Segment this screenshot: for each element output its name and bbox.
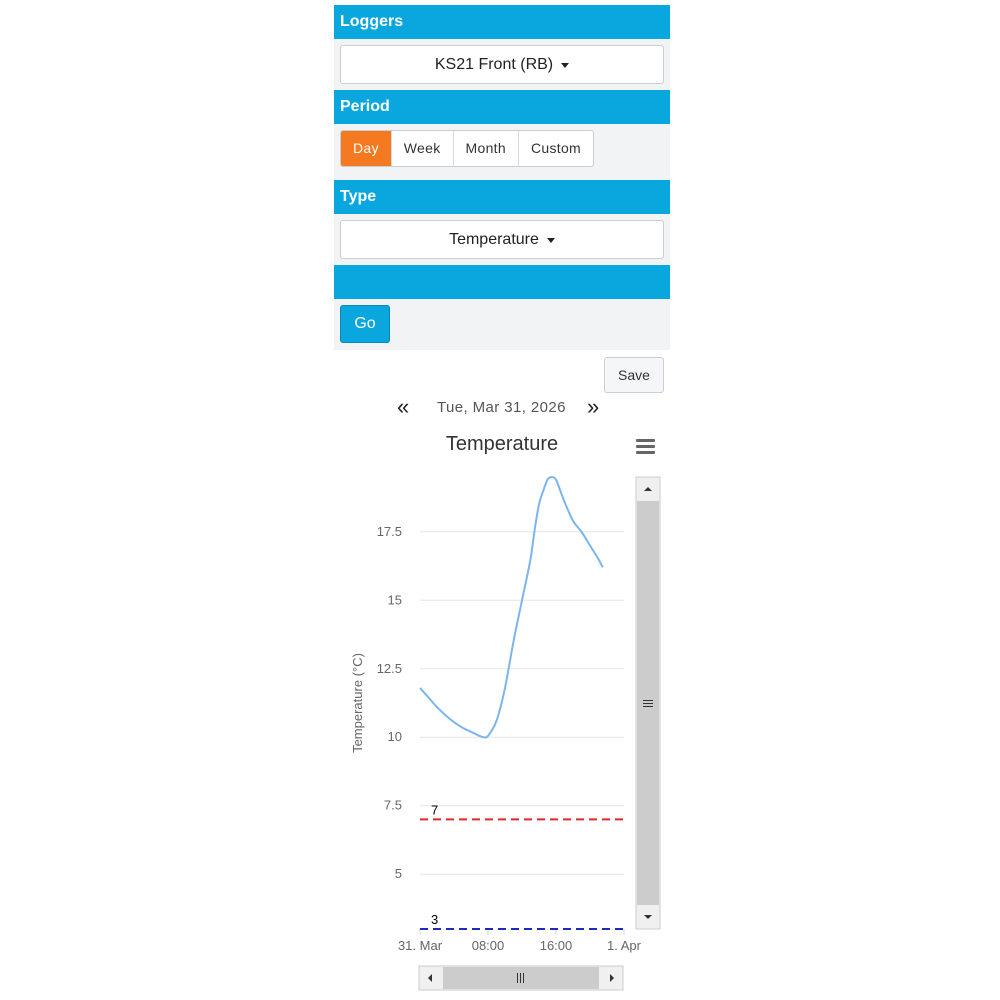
save-button[interactable]: Save — [604, 357, 664, 393]
current-date: Tue, Mar 31, 2026 — [437, 399, 566, 416]
type-select-label: Temperature — [449, 230, 539, 248]
loggers-header: Loggers — [334, 5, 670, 39]
double-chevron-left-icon[interactable]: « — [397, 394, 410, 419]
x-tick-label: 1. Apr — [607, 938, 641, 953]
period-day-button[interactable]: Day — [341, 131, 392, 166]
go-button[interactable]: Go — [340, 305, 390, 343]
limit-line-label: 3 — [431, 912, 439, 927]
x-axis-ticks — [398, 929, 642, 953]
y-tick-label: 15 — [387, 592, 402, 608]
y-tick-label: 5 — [394, 866, 402, 882]
period-month-button[interactable]: Month — [454, 131, 519, 166]
logger-select-label: KS21 Front (RB) — [434, 55, 554, 73]
y-tick-label: 10 — [387, 729, 402, 745]
y-tick-label: 12.5 — [376, 660, 402, 676]
series-layer — [420, 477, 603, 738]
period-week-button[interactable]: Week — [392, 131, 454, 166]
y-tick-label: 7.5 — [383, 797, 402, 813]
x-tick-label: 16:00 — [539, 938, 573, 953]
y-axis-title: Temperature (°C) — [350, 653, 365, 753]
grid-lines — [420, 532, 624, 874]
period-custom-button[interactable]: Custom — [530, 140, 581, 156]
hamburger-menu-icon[interactable] — [636, 439, 655, 454]
x-tick-label: 08:00 — [471, 938, 505, 953]
y-tick-label: 17.5 — [376, 523, 402, 539]
y-axis-ticks — [377, 524, 402, 881]
limit-line-label: 7 — [431, 802, 439, 818]
temperature-series-line — [420, 477, 603, 738]
x-tick-label: 31. Mar — [397, 938, 443, 953]
vertical-scrollbar[interactable] — [636, 477, 660, 929]
horizontal-scrollbar[interactable] — [419, 966, 623, 990]
type-header: Type — [334, 180, 670, 214]
double-chevron-right-icon[interactable]: » — [587, 394, 600, 419]
period-header: Period — [334, 90, 670, 124]
plot-lines — [420, 802, 624, 929]
chart-title: Temperature — [445, 433, 559, 455]
